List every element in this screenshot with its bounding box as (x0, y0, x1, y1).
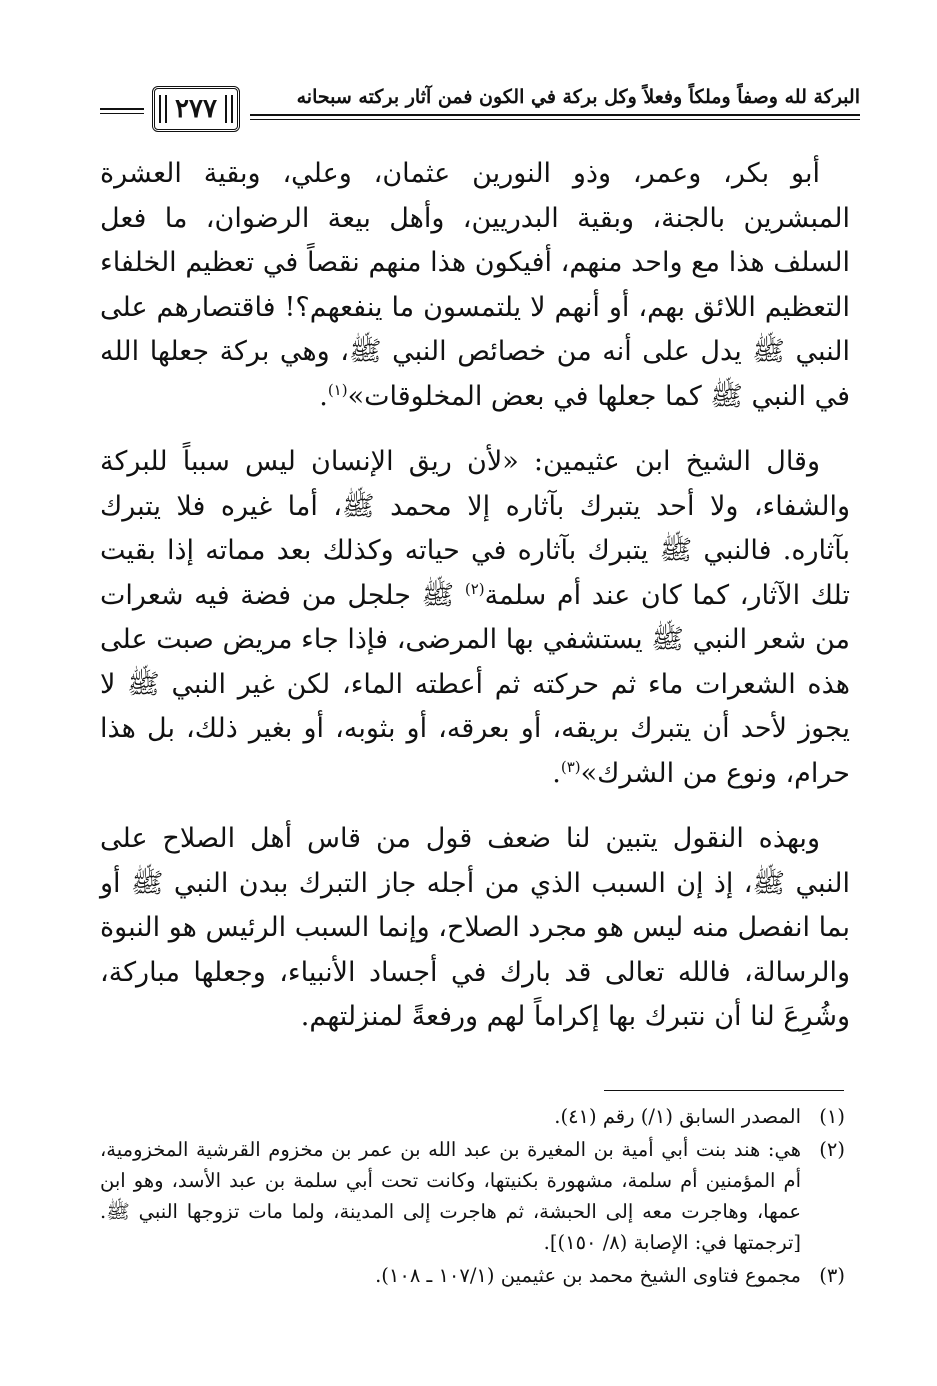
paragraph-3 (100, 817, 850, 1040)
paragraph-3-text: وبهذه النقول يتبين لنا ضعف قول من قاس أهل الصلاح على النبي ﷺ، إذ إن السبب الذي من أجله جاز التبرك ببدن النبي ﷺ أو بما انفصل منه ليس هو مجرد الصلاح، وإنما السبب الرئيس هو النبوة والرسالة، فالله تعالى قد بارك في أجساد الأنبياء، وجعلها مباركة، وشُرِعَ لنا أن نتبرك بها إكراماً لهم ورفعةً لمنزلتهم. (100, 823, 851, 1032)
footnote-ref-1: (١) (327, 380, 348, 399)
paragraph-2: وقال الشيخ ابن عثيمين: «لأن ريق الإنسان ليس سبباً للبركة والشفاء، ولا أحد يتبرك بآثاره إلا محمد ﷺ، أما غيره فلا يتبرك بآثاره. فالنبي ﷺ يتبرك بآثاره في حياته وكذلك بعد مماته إذا بقيت تلك الآثار، كما كان عند أم سلمة$^{(٢)}$ ﷺ جلجل من فضة فيه شعرات من شعر النبي ﷺ يستشفي بها المرضى، فإذا جاء مريض صبت على هذه الشعرات ماء ثم حركته ثم أعطته الماء، لكن غير النبي ﷺ لا يجوز لأحد أن يتبرك بريقه، أو بعرقه، أو بثوبه، أو بغير ذلك، بل هذا حرام، ونوع من الشرك»$^{(٣)}$. (100, 446, 850, 789)
header-rule-left-bottom (100, 113, 144, 114)
footnote-2-mark: (٢) (819, 1138, 845, 1161)
paragraph-2-tail: ﷺ جلجل من فضة فيه شعرات من شعر النبي ﷺ يستشفي بها المرضى، فإذا جاء مريض صبت على هذه الشعرات ماء ثم حركته ثم أعطته الماء، لكن غير النبي ﷺ لا يجوز لأحد أن يتبرك بريقه، أو بعرقه، أو بثوبه، أو بغير ذلك، بل هذا حرام، ونوع من الشرك» (100, 579, 850, 789)
footnote-1 (100, 1101, 845, 1132)
header-rule-right-top (250, 114, 860, 116)
paragraph-2-text: وقال الشيخ ابن عثيمين: «لأن ريق الإنسان ليس سبباً للبركة والشفاء، ولا أحد يتبرك بآثاره إلا محمد ﷺ، أما غيره فلا يتبرك بآثاره. فالنبي ﷺ يتبرك بآثاره في حياته وكذلك بعد مماته إذا بقيت تلك الآثار، كما كان عند أم سلمة (100, 446, 850, 611)
footnote-ref-3: (٣) (560, 757, 581, 776)
footnote-3 (100, 1260, 845, 1291)
paragraph-1-text: أبو بكر، وعمر، وذو النورين عثمان، وعلي، وبقية العشرة المبشرين بالجنة، وبقية البدريين، وأهل بيعة الرضوان، ما فعل السلف هذا مع واحد منهم، أفيكون هذا منهم نقصاً في تعظيم الخلفاء التعظيم اللائق بهم، أو أنهم لا يلتمسون ما ينفعهم؟! فاقتصارهم على النبي ﷺ يدل على أنه من خصائص النبي ﷺ، وهي بركة جعلها الله في النبي ﷺ كما جعلها في بعض المخلوقات» (100, 158, 850, 412)
footnote-2 (100, 1134, 845, 1258)
running-header (100, 72, 860, 142)
header-rule-left-top (100, 108, 144, 110)
page-number-frame (152, 86, 240, 132)
footnote-ref-2: (٢) (464, 579, 485, 598)
footnote-separator (604, 1090, 844, 1091)
main-text (100, 152, 850, 1040)
header-rule-right-bottom (250, 119, 860, 120)
footnote-3-mark: (٣) (819, 1264, 845, 1287)
footnote-3-text: مجموع فتاوى الشيخ محمد بن عثيمين (١٠٧/١ ـ ١٠٨). (375, 1264, 801, 1287)
page-number: ٢٧٧ (175, 94, 217, 124)
paragraph-1: أبو بكر، وعمر، وذو النورين عثمان، وعلي، وبقية العشرة المبشرين بالجنة، وبقية البدريين، وأهل بيعة الرضوان، ما فعل السلف هذا مع واحد منهم، أفيكون هذا منهم نقصاً في تعظيم الخلفاء التعظيم اللائق بهم، أو أنهم لا يلتمسون ما ينفعهم؟! فاقتصارهم على النبي ﷺ يدل على أنه من خصائص النبي ﷺ، وهي بركة جعلها الله في النبي ﷺ كما جعلها في بعض المخلوقات»$^{(١)}$. (100, 158, 850, 412)
footnote-2-text: هي: هند بنت أبي أمية بن المغيرة بن عبد الله بن عمر بن مخزوم القرشية المخزومية، أم المؤمنين أم سلمة، مشهورة بكنيتها، وكانت تحت أبي سلمة بن عبد الأسد، وهو ابن عمها، وهاجرت معه إلى الحبشة، ثم هاجرت إلى المدينة، ولما مات تزوجها النبي ﷺ. [ترجمتها في: الإصابة (٨/ ١٥٠)]. (100, 1138, 801, 1254)
header-title: البركة لله وصفاً وملكاً وفعلاً وكل بركة في الكون فمن آثار بركته سبحانه (296, 86, 860, 108)
footnotes (100, 1101, 845, 1293)
footnote-1-mark: (١) (819, 1105, 845, 1128)
footnote-1-text: المصدر السابق (١/) رقم (٤١). (554, 1105, 801, 1128)
